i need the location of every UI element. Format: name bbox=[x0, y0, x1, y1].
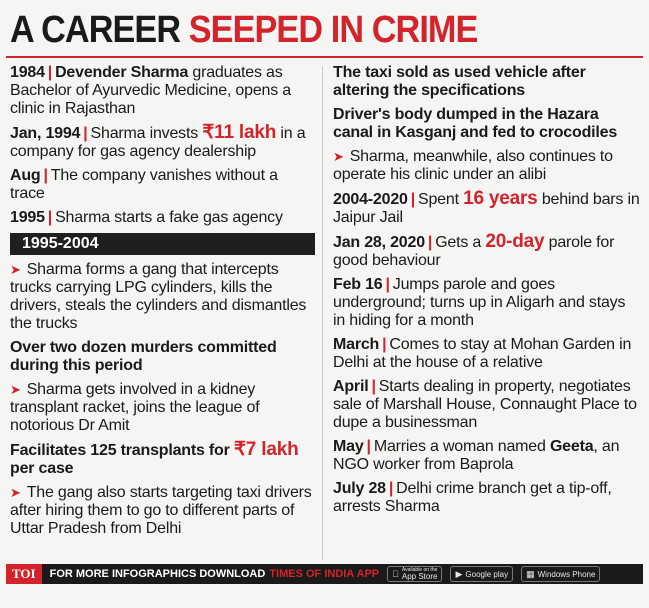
entry-text: Comes to stay at Mohan Garden in Delhi at the house of a relative bbox=[333, 336, 632, 371]
bold-heading: Over two dozen murders committed during this period bbox=[10, 339, 277, 374]
entry-date: 1995 bbox=[10, 209, 45, 226]
google-play-badge[interactable] bbox=[450, 566, 513, 582]
entry-date: April bbox=[333, 378, 369, 395]
timeline-entry-feb-16 bbox=[333, 276, 641, 330]
separator: | bbox=[47, 209, 53, 226]
separator: | bbox=[385, 276, 390, 293]
entry-text: behind bars in Jaipur Jail bbox=[333, 191, 640, 226]
entry-text: parole for good behaviour bbox=[333, 234, 615, 269]
title-part-1: A CAREER bbox=[10, 9, 181, 51]
bullet-text: Sharma, meanwhile, also continues to operate his clinic under an alibi bbox=[333, 148, 613, 183]
timeline-entry-jan-1994 bbox=[10, 124, 315, 161]
heading-text: per case bbox=[10, 460, 74, 477]
apple-icon bbox=[392, 569, 399, 579]
right-column bbox=[333, 64, 641, 522]
entry-text: Starts dealing in property, negotiates sale of Marshall House, Connaught Place to dupe a businessman bbox=[333, 378, 637, 431]
separator: | bbox=[47, 64, 53, 81]
timeline-entry-1984 bbox=[10, 64, 315, 118]
entry-text: in a company for gas agency dealership bbox=[10, 125, 306, 160]
title-part-2: SEEPED IN CRIME bbox=[188, 9, 478, 51]
footer-text: FOR MORE INFOGRAPHICS DOWNLOAD bbox=[49, 568, 266, 580]
duration-highlight: 20-day bbox=[485, 231, 545, 252]
entry-date: Jan 28, 2020 bbox=[333, 234, 425, 251]
entry-date: March bbox=[333, 336, 380, 353]
google-play-label: Google play bbox=[458, 569, 502, 579]
entry-date: 2004-2020 bbox=[333, 191, 408, 208]
timeline-entry-may bbox=[333, 438, 641, 474]
bullet-text: Sharma gets involved in a kidney transplant racket, joins the league of notorious Dr Amit bbox=[10, 381, 260, 434]
separator: | bbox=[388, 480, 394, 497]
entry-text: The company vanishes without a trace bbox=[10, 167, 278, 202]
entry-date: May bbox=[333, 438, 364, 455]
arrow-icon: ➤ bbox=[333, 149, 344, 164]
column-divider bbox=[322, 66, 323, 560]
separator: | bbox=[366, 438, 371, 455]
entry-text: Marries a woman named bbox=[373, 438, 546, 455]
arrow-icon: ➤ bbox=[10, 262, 21, 277]
entry-date: Feb 16 bbox=[333, 276, 383, 293]
timeline-entry-july-28 bbox=[333, 480, 641, 516]
page-title bbox=[10, 8, 477, 52]
app-name[interactable]: TIMES OF INDIA APP bbox=[269, 568, 380, 580]
heading-text: Facilitates 125 transplants for bbox=[10, 442, 230, 459]
entry-name: Geeta bbox=[549, 438, 594, 455]
entry-text: , an NGO worker from Baprola bbox=[333, 438, 620, 473]
entry-text: Jumps parole and goes underground; turns up in Aligarh and stays in hiding for a month bbox=[333, 276, 626, 329]
separator: | bbox=[371, 378, 376, 395]
entry-date: July 28 bbox=[333, 480, 386, 497]
entry-date: Aug bbox=[10, 167, 41, 184]
entry-date: Jan, 1994 bbox=[10, 125, 81, 142]
bold-heading: Driver's body dumped in the Hazara canal in Kasganj and fed to crocodiles bbox=[333, 106, 618, 141]
footer-bar bbox=[6, 564, 643, 584]
timeline-entry-jan-28-2020 bbox=[333, 233, 641, 270]
separator: | bbox=[382, 336, 387, 353]
timeline-entry-2004-2020 bbox=[333, 190, 641, 227]
bullet-item bbox=[10, 261, 315, 333]
entry-text: Sharma starts a fake gas agency bbox=[55, 209, 283, 226]
separator: | bbox=[43, 167, 48, 184]
arrow-icon: ➤ bbox=[10, 485, 21, 500]
bullet-item bbox=[10, 381, 315, 435]
separator: | bbox=[427, 234, 433, 251]
entry-text: Spent bbox=[418, 191, 459, 208]
entry-date: 1984 bbox=[10, 64, 45, 81]
bullet-text: The gang also starts targeting taxi drivers after hiring them to go to different parts of Uttar Pradesh from Delhi bbox=[10, 484, 312, 537]
entry-name: Devender Sharma bbox=[55, 64, 189, 81]
bullet-item bbox=[10, 484, 315, 538]
arrow-icon: ➤ bbox=[10, 382, 21, 397]
windows-phone-label: Windows Phone bbox=[530, 569, 589, 579]
timeline-entry-april bbox=[333, 378, 641, 432]
app-store-label: App Store bbox=[395, 572, 431, 581]
entry-text: Sharma invests bbox=[90, 125, 199, 142]
app-store-badge[interactable] bbox=[387, 566, 442, 582]
toi-logo: TOI bbox=[6, 564, 42, 584]
timeline-entry-march bbox=[333, 336, 641, 372]
timeline-entry-1995 bbox=[10, 209, 315, 227]
windows-icon: ▦ bbox=[519, 568, 528, 579]
play-icon: ▶ bbox=[448, 568, 456, 579]
bullet-text: Sharma forms a gang that intercepts trucks carrying LPG cylinders, kills the drivers, steals the cylinders and dismantles the trucks bbox=[10, 261, 307, 332]
amount-highlight: ₹11 lakh bbox=[202, 122, 277, 143]
bold-heading bbox=[10, 441, 315, 478]
left-column bbox=[10, 64, 315, 544]
separator: | bbox=[410, 191, 415, 208]
duration-highlight: 16 years bbox=[463, 188, 538, 209]
title-underline bbox=[6, 56, 643, 58]
entry-text: Delhi crime branch get a tip-off, arrests Sharma bbox=[333, 480, 612, 515]
separator: | bbox=[83, 125, 88, 142]
app-store-small-text: Available on the bbox=[395, 567, 431, 573]
amount-highlight: ₹7 lakh bbox=[233, 439, 299, 460]
timeline-entry-aug bbox=[10, 167, 315, 203]
entry-text: Gets a bbox=[435, 234, 482, 251]
period-bar: 1995-2004 bbox=[10, 233, 315, 255]
windows-phone-badge[interactable] bbox=[521, 566, 600, 582]
entry-text: graduates as Bachelor of Ayurvedic Medicine, opens a clinic in Rajasthan bbox=[10, 64, 291, 117]
bold-heading: The taxi sold as used vehicle after altering the specifications bbox=[333, 64, 586, 99]
bullet-item bbox=[333, 148, 641, 184]
